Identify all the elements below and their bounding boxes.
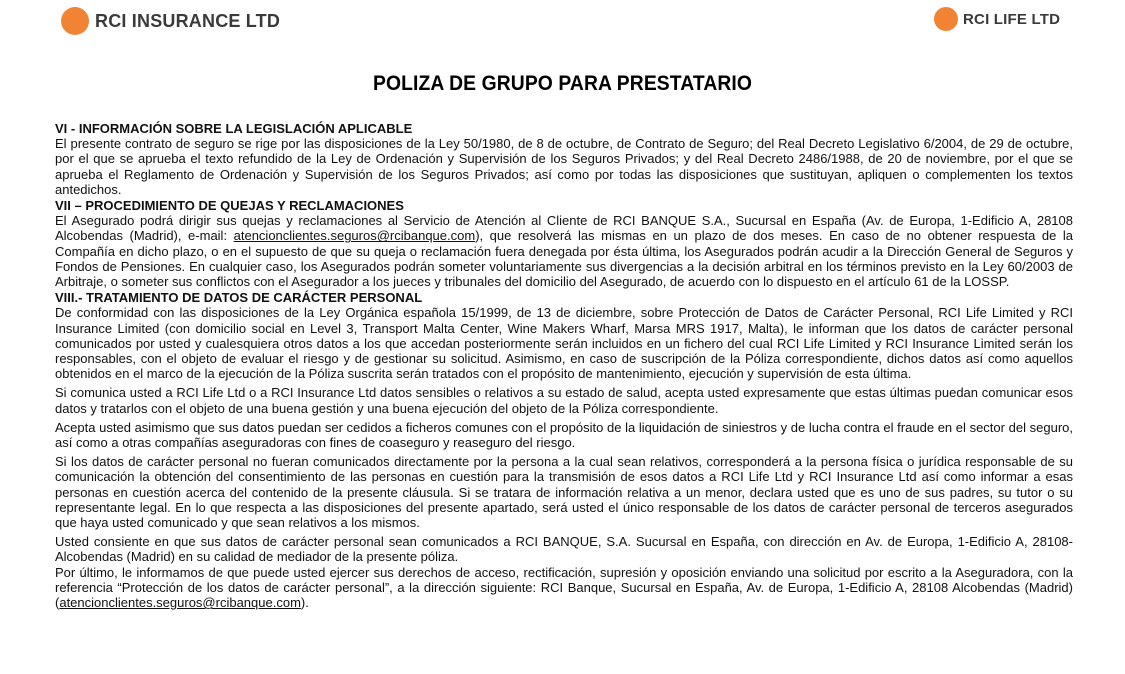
section-vi-title: VI - INFORMACIÓN SOBRE LA LEGISLACIÓN APLICABLE [55, 121, 413, 136]
section-viii-paragraph-4: Si los datos de carácter personal no fueran comunicados directamente por la persona a la cual sean relativos, corresponderá a la persona física o jurídica responsable de su comunicación la obtención del consentimiento de las personas en cuestión para la transmisión de esos datos a RCI Life Ltd y RCI Insurance Ltd así como informar a esas personas en cuestión acerca del contenido de la presente cláusula. Si se tratara de información relativa a un menor, declara usted que es uno de sus padres, su tutor o su representante legal. En lo que respecta a las disposiciones del presente apartado, será usted el único responsable de los datos de carácter personal de terceros asegurados que haya usted comunicado y que sean relativos a los mismos. [55, 454, 1073, 531]
section-vii-text-a: El Asegurado podrá dirigir sus quejas y reclamaciones al Servicio de Atención al Cliente de RCI BANQUE S.A., Sucursal en España (Av. de Europa, 1-Edificio A, 28108 Alcobendas (Madrid), e-mail: [55, 213, 1073, 244]
section-viii-p6-text-a: Por último, le informamos de que puede usted ejercer sus derechos de acceso, rectificación, supresión y oposición enviando una solicitud por escrito a la Aseguradora, con la referencia “Protección de los datos de carácter personal”, a la dirección siguiente: RCI Banque, Sucursal en España, Av. de Europa, 1-Edificio A, 28108 Alcobendas (Madrid) ( [55, 564, 1073, 611]
rci-life-logo [934, 7, 1060, 31]
rci-insurance-logo-text: RCI INSURANCE LTD [95, 10, 281, 31]
orange-circle-icon [61, 7, 89, 35]
email-link[interactable]: atencionclientes.seguros@rcibanque.com [59, 595, 301, 611]
section-viii-paragraph-6 [55, 565, 1073, 611]
orange-circle-icon [934, 7, 958, 31]
section-vii-paragraph [55, 213, 1073, 289]
section-viii-paragraph-1: De conformidad con las disposiciones de la Ley Orgánica española 15/1999, de 13 de diciembre, sobre Protección de Datos de Carácter Personal, RCI Life Limited y RCI Insurance Limited (con domicilio social en Level 3, Transport Malta Center, Wine Makers Wharf, Marsa MRS 1917, Malta), le informan que los datos de carácter personal comunicados por usted y cualesquiera otros datos a los que accedan posteriormente serán incluidos en un fichero del cual RCI Life Limited y RCI Insurance Limited serán los responsables, con el objeto de evaluar el riesgo y de gestionar su solicitud. Asimismo, en caso de suscripción de la Póliza correspondiente, dichos datos así como aquellos obtenidos en el marco de la ejecución de la Póliza suscrita serán tratados con el propósito de mantenimiento, ejecución y supervisión de esta última. [55, 305, 1073, 382]
document-body [55, 120, 1073, 610]
section-viii-title: VIII.- TRATAMIENTO DE DATOS DE CARÁCTER PERSONAL [55, 290, 423, 306]
section-viii-paragraph-3: Acepta usted asimismo que sus datos puedan ser cedidos a ficheros comunes con el propósito de la liquidación de siniestros y de lucha contra el fraude en el sector del seguro, así como a otras compañías aseguradoras con fines de coaseguro y reaseguro del riesgo. [55, 419, 1073, 451]
section-viii-paragraph-5: Usted consiente en que sus datos de carácter personal sean comunicados a RCI BANQUE, S.A. Sucursal en España, con dirección en Av. de Europa, 1-Edificio A, 28108-Alcobendas (Madrid) en su calidad de mediador de la presente póliza. [55, 534, 1073, 565]
section-vi-paragraph: El presente contrato de seguro se rige por las disposiciones de la Ley 50/1980, de 8 de octubre, de Contrato de Seguro; del Real Decreto Legislativo 6/2004, de 29 de octubre, por el que se aprueba el texto refundido de la Ley de Ordenación y Supervisión de los Seguros Privados; y del Real Decreto 2486/1988, de 20 de noviembre, por el que se aprueba el Reglamento de Ordenación y Supervisión de los Seguros Privados; así como por todas las disposiciones que sustituyan, apliquen o complementen los textos antedichos. [55, 136, 1073, 197]
section-viii-paragraph-2: Si comunica usted a RCI Life Ltd o a RCI Insurance Ltd datos sensibles o relativos a su estado de salud, acepta usted expresamente que estas últimas puedan comunicar esos datos y tratarlos con el objeto de una buena gestión y una buena ejecución del objeto de la Póliza correspondiente. [55, 385, 1073, 416]
section-vii-text-b: ), que resolverá las mismas en un plazo de dos meses. En caso de no obtener respuesta de la Compañía en dicho plazo, o en el supuesto de que su queja o reclamación fuera denegada por ésta última, los Asegurados podrán acudir a la Dirección General de Seguros y Fondos de Pensiones. En cualquier caso, los Asegurados podrán someter voluntariamente sus divergencias a la decisión arbitral en los términos previsto en la Ley 60/2003 de Arbitraje, o someter sus conflictos con el Asegurador a los jueces y tribunales del domicilio del Asegurado, de acuerdo con lo dispuesto en el artículo 61 de la LOSSP. [55, 228, 1073, 290]
section-vii-title: VII – PROCEDIMIENTO DE QUEJAS Y RECLAMACIONES [55, 198, 404, 214]
rci-life-logo-text: RCI LIFE LTD [963, 10, 1061, 28]
rci-insurance-logo [61, 7, 280, 35]
section-viii-p6-text-b: ). [300, 595, 309, 611]
document-title: POLIZA DE GRUPO PARA PRESTATARIO [373, 72, 752, 95]
email-link[interactable]: atencionclientes.seguros@rcibanque.com [233, 228, 476, 244]
